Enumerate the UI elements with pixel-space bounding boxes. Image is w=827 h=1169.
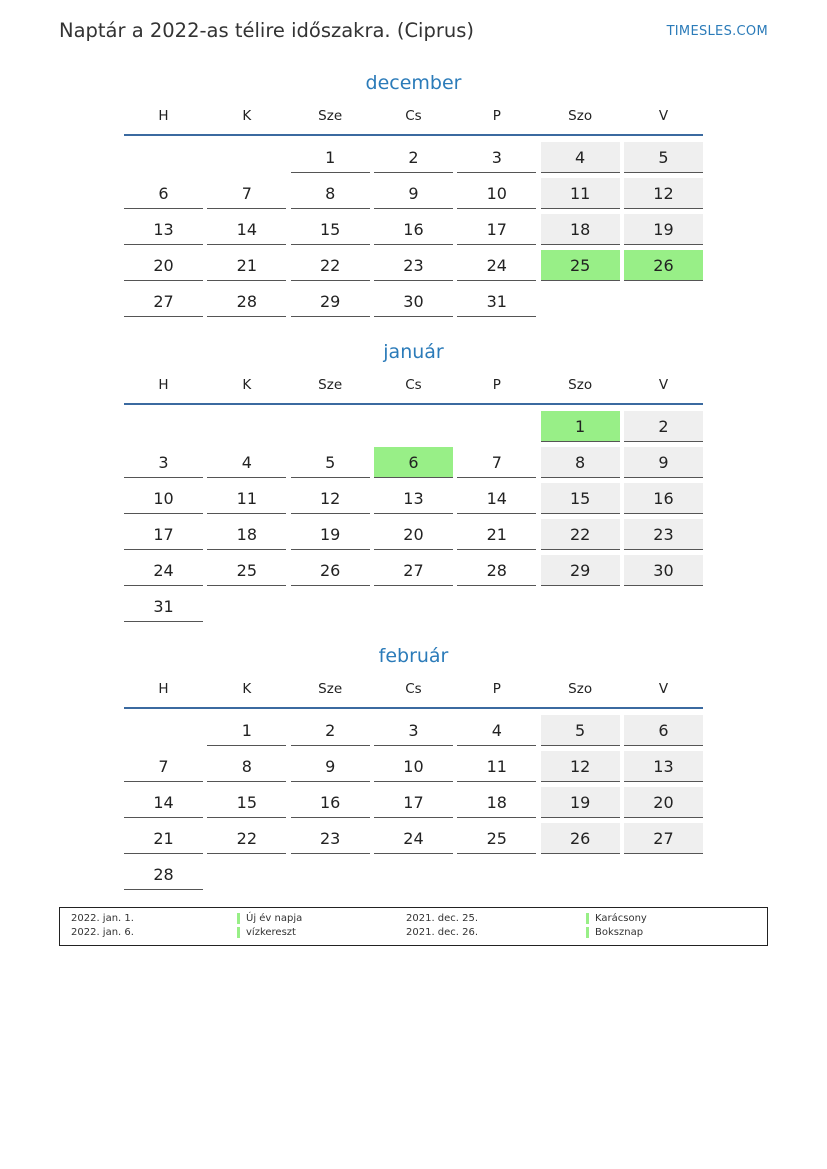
day-cell: 9 xyxy=(291,751,370,782)
legend-name: Boksznap xyxy=(586,927,643,938)
day-cell: 24 xyxy=(124,555,203,586)
page-title: Naptár a 2022-as télire időszakra. (Ciprus) xyxy=(59,19,474,42)
month-januar xyxy=(124,337,703,616)
legend-date: 2022. jan. 1. xyxy=(71,913,134,924)
day-cell: 18 xyxy=(207,519,286,550)
weekday-label: Cs xyxy=(405,377,422,393)
weekday-label: Sze xyxy=(318,681,343,697)
weekday-label: Sze xyxy=(318,377,343,393)
weekday-label: H xyxy=(158,377,169,393)
day-cell: 27 xyxy=(124,286,203,317)
day-cell: 20 xyxy=(374,519,453,550)
day-cell: 19 xyxy=(541,787,620,818)
legend-name: Karácsony xyxy=(586,913,647,924)
day-cell: 13 xyxy=(124,214,203,245)
day-cell: 22 xyxy=(541,519,620,550)
day-cell: 11 xyxy=(207,483,286,514)
day-cell: 7 xyxy=(207,178,286,209)
day-cell: 24 xyxy=(374,823,453,854)
legend-name: vízkereszt xyxy=(237,927,296,938)
day-cell: 9 xyxy=(374,178,453,209)
day-cell: 22 xyxy=(207,823,286,854)
day-cell: 15 xyxy=(541,483,620,514)
day-cell: 2 xyxy=(374,142,453,173)
holiday-day-cell: 25 xyxy=(541,250,620,281)
day-cell: 23 xyxy=(374,250,453,281)
day-cell: 25 xyxy=(207,555,286,586)
day-cell: 5 xyxy=(541,715,620,746)
day-cell: 18 xyxy=(541,214,620,245)
month-december xyxy=(124,68,703,311)
day-cell: 30 xyxy=(624,555,703,586)
day-cell: 12 xyxy=(541,751,620,782)
weekday-label: Szo xyxy=(568,681,593,697)
day-cell: 2 xyxy=(624,411,703,442)
day-cell: 11 xyxy=(541,178,620,209)
day-cell: 3 xyxy=(374,715,453,746)
day-cell: 7 xyxy=(457,447,536,478)
legend-date: 2021. dec. 25. xyxy=(406,913,479,924)
day-cell: 17 xyxy=(374,787,453,818)
day-cell: 10 xyxy=(124,483,203,514)
month-title: február xyxy=(378,645,449,667)
day-cell: 16 xyxy=(624,483,703,514)
day-cell: 13 xyxy=(374,483,453,514)
weekday-label: P xyxy=(492,681,501,697)
day-cell: 28 xyxy=(457,555,536,586)
day-cell: 26 xyxy=(291,555,370,586)
day-cell: 8 xyxy=(291,178,370,209)
legend-name: Új év napja xyxy=(237,913,302,924)
day-cell: 9 xyxy=(624,447,703,478)
day-cell: 20 xyxy=(624,787,703,818)
weekday-label: K xyxy=(242,377,252,393)
day-cell: 14 xyxy=(207,214,286,245)
day-cell: 15 xyxy=(291,214,370,245)
day-cell: 27 xyxy=(374,555,453,586)
legend-date: 2022. jan. 6. xyxy=(71,927,134,938)
day-cell: 28 xyxy=(207,286,286,317)
weekday-label: K xyxy=(242,681,252,697)
day-cell: 23 xyxy=(291,823,370,854)
weekday-label: V xyxy=(658,108,669,124)
holiday-day-cell: 26 xyxy=(624,250,703,281)
day-cell: 3 xyxy=(457,142,536,173)
day-cell: 17 xyxy=(124,519,203,550)
day-cell: 2 xyxy=(291,715,370,746)
day-cell: 26 xyxy=(541,823,620,854)
weekday-label: V xyxy=(658,681,669,697)
day-cell: 4 xyxy=(541,142,620,173)
day-cell: 11 xyxy=(457,751,536,782)
day-cell: 5 xyxy=(624,142,703,173)
day-cell: 20 xyxy=(124,250,203,281)
weekday-label: Szo xyxy=(568,108,593,124)
weekday-label: H xyxy=(158,108,169,124)
weekday-label: Cs xyxy=(405,108,422,124)
day-cell: 10 xyxy=(374,751,453,782)
day-cell: 30 xyxy=(374,286,453,317)
day-cell: 13 xyxy=(624,751,703,782)
brand-logo[interactable]: TIMESLES.COM xyxy=(666,24,768,39)
day-cell: 4 xyxy=(207,447,286,478)
day-cell: 23 xyxy=(624,519,703,550)
day-cell: 1 xyxy=(291,142,370,173)
day-cell: 19 xyxy=(624,214,703,245)
day-cell: 14 xyxy=(457,483,536,514)
day-cell: 7 xyxy=(124,751,203,782)
day-cell: 31 xyxy=(124,591,203,622)
month-title: december xyxy=(365,72,462,94)
weekday-header xyxy=(124,98,703,136)
day-cell: 6 xyxy=(124,178,203,209)
month-februar xyxy=(124,641,703,884)
month-title: január xyxy=(383,341,444,363)
day-cell: 28 xyxy=(124,859,203,890)
day-cell: 10 xyxy=(457,178,536,209)
day-cell: 22 xyxy=(291,250,370,281)
day-cell: 16 xyxy=(291,787,370,818)
day-cell: 29 xyxy=(541,555,620,586)
day-cell: 8 xyxy=(541,447,620,478)
weekday-label: H xyxy=(158,681,169,697)
day-cell: 12 xyxy=(291,483,370,514)
day-cell: 31 xyxy=(457,286,536,317)
weekday-label: P xyxy=(492,377,501,393)
day-cell: 27 xyxy=(624,823,703,854)
day-cell: 17 xyxy=(457,214,536,245)
day-cell: 21 xyxy=(457,519,536,550)
day-cell: 21 xyxy=(207,250,286,281)
day-cell: 25 xyxy=(457,823,536,854)
day-cell: 18 xyxy=(457,787,536,818)
weekday-header xyxy=(124,671,703,709)
weekday-label: P xyxy=(492,108,501,124)
day-cell: 3 xyxy=(124,447,203,478)
day-cell: 14 xyxy=(124,787,203,818)
holiday-legend xyxy=(59,907,768,946)
holiday-day-cell: 6 xyxy=(374,447,453,478)
holiday-day-cell: 1 xyxy=(541,411,620,442)
day-cell: 6 xyxy=(624,715,703,746)
day-cell: 21 xyxy=(124,823,203,854)
legend-date: 2021. dec. 26. xyxy=(406,927,479,938)
day-cell: 16 xyxy=(374,214,453,245)
day-cell: 24 xyxy=(457,250,536,281)
weekday-label: V xyxy=(658,377,669,393)
day-cell: 19 xyxy=(291,519,370,550)
weekday-label: Cs xyxy=(405,681,422,697)
day-cell: 8 xyxy=(207,751,286,782)
day-cell: 12 xyxy=(624,178,703,209)
weekday-header xyxy=(124,367,703,405)
day-cell: 5 xyxy=(291,447,370,478)
weekday-label: Szo xyxy=(568,377,593,393)
weekday-label: Sze xyxy=(318,108,343,124)
day-cell: 29 xyxy=(291,286,370,317)
day-cell: 4 xyxy=(457,715,536,746)
day-cell: 15 xyxy=(207,787,286,818)
day-cell: 1 xyxy=(207,715,286,746)
weekday-label: K xyxy=(242,108,252,124)
